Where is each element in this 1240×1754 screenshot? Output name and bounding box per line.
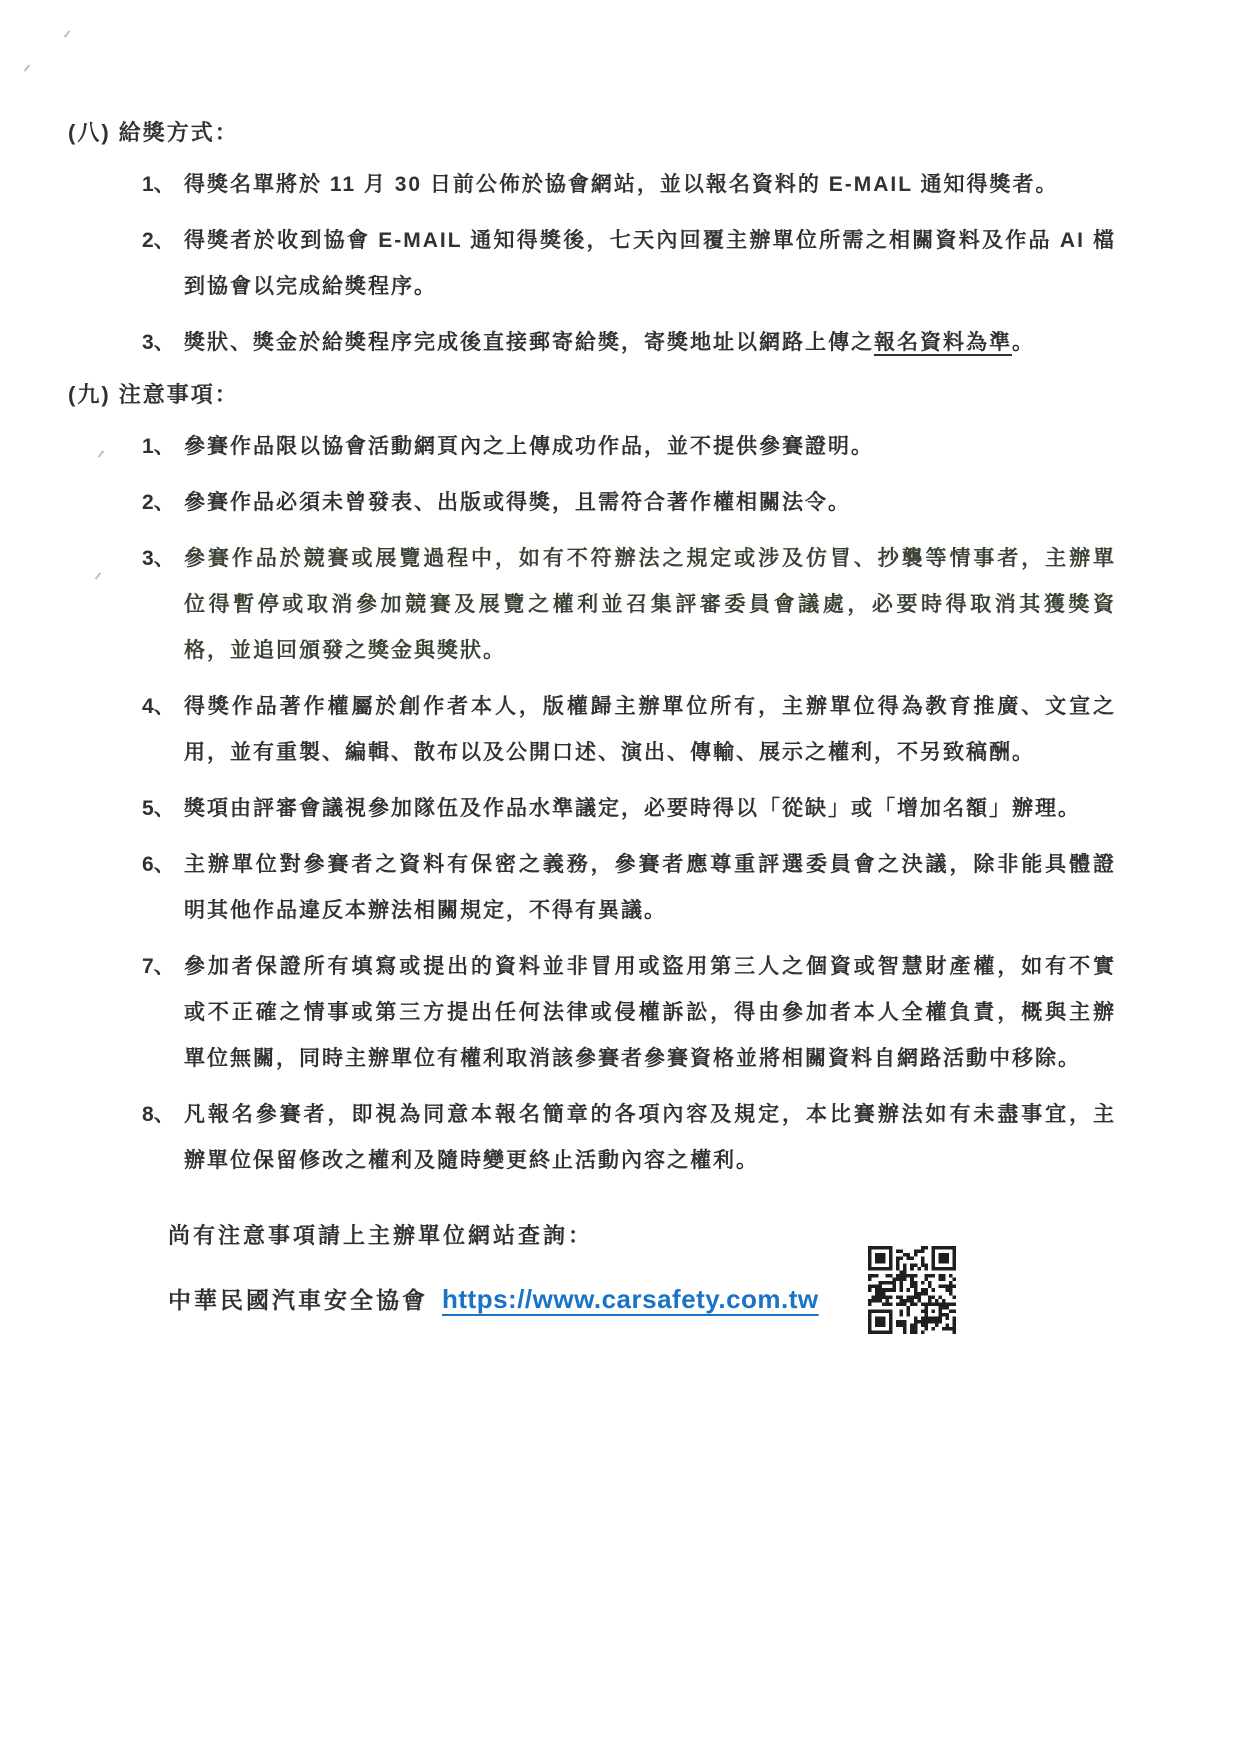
item-line: 得獎名單將於 11 月 30 日前公佈於協會網站，並以報名資料的 E-MAIL 通知得獎者。 bbox=[184, 173, 1059, 196]
scan-speck bbox=[64, 30, 71, 38]
item-line: 凡報名參賽者，即視為同意本報名簡章的各項內容及規定，本比賽辦法如有未盡事宜，主 bbox=[184, 1103, 1116, 1126]
list-item bbox=[142, 424, 1168, 470]
document-body bbox=[68, 118, 1168, 1315]
underlined-text: 報名資料為準 bbox=[874, 331, 1012, 354]
item-line: 到協會以完成給獎程序。 bbox=[184, 275, 437, 298]
item-line: 參賽作品於競賽或展覽過程中，如有不符辦法之規定或涉及仿冒、抄襲等情事者，主辦單 bbox=[184, 547, 1116, 570]
qr-code-icon bbox=[868, 1246, 956, 1334]
section-heading-notes: (九) 注意事項： bbox=[68, 382, 239, 407]
item-line: 或不正確之情事或第三方提出任何法律或侵權訴訟，得由參加者本人全權負責，概與主辦 bbox=[184, 1001, 1116, 1024]
award-method-list bbox=[142, 162, 1168, 366]
list-item bbox=[142, 536, 1168, 674]
list-item bbox=[142, 1092, 1168, 1184]
item-number: 8、 bbox=[142, 1103, 175, 1126]
list-item bbox=[142, 162, 1168, 208]
organization-line bbox=[168, 1282, 1168, 1315]
section-notes bbox=[68, 380, 1168, 1184]
list-item bbox=[142, 320, 1168, 366]
item-line: 參賽作品限以協會活動網頁內之上傳成功作品，並不提供參賽證明。 bbox=[184, 435, 874, 458]
list-item bbox=[142, 842, 1168, 934]
item-number: 6、 bbox=[142, 853, 175, 876]
item-line: 獎項由評審會議視參加隊伍及作品水準議定，必要時得以「從缺」或「增加名額」辦理。 bbox=[184, 797, 1081, 820]
item-line: 參賽作品必須未曾發表、出版或得獎，且需符合著作權相關法令。 bbox=[184, 491, 851, 514]
item-number: 4、 bbox=[142, 695, 175, 718]
item-number: 7、 bbox=[142, 955, 175, 978]
list-item bbox=[142, 684, 1168, 776]
list-item bbox=[142, 944, 1168, 1082]
organization-name: 中華民國汽車安全協會 bbox=[168, 1287, 428, 1313]
item-number: 3、 bbox=[142, 331, 175, 354]
list-item bbox=[142, 480, 1168, 526]
item-line: 辦單位保留修改之權利及隨時變更終止活動內容之權利。 bbox=[184, 1149, 759, 1172]
item-number: 5、 bbox=[142, 797, 175, 820]
item-line: 格，並追回頒發之獎金與獎狀。 bbox=[184, 639, 506, 662]
item-line: 用，並有重製、編輯、散布以及公開口述、演出、傳輸、展示之權利，不另致稿酬。 bbox=[184, 741, 1035, 764]
scan-speck bbox=[24, 64, 31, 72]
footer-note: 尚有注意事項請上主辦單位網站查詢： bbox=[168, 1223, 594, 1248]
item-line: 明其他作品違反本辦法相關規定，不得有異議。 bbox=[184, 899, 667, 922]
section-award-method bbox=[68, 118, 1168, 366]
item-line: 單位無關，同時主辦單位有權利取消該參賽者參賽資格並將相關資料自網路活動中移除。 bbox=[184, 1047, 1081, 1070]
footer bbox=[168, 1220, 1168, 1315]
item-number: 2、 bbox=[142, 491, 175, 514]
item-line: 參加者保證所有填寫或提出的資料並非冒用或盜用第三人之個資或智慧財產權，如有不實 bbox=[184, 955, 1116, 978]
list-item bbox=[142, 218, 1168, 310]
item-number: 2、 bbox=[142, 229, 175, 252]
item-line: 得獎作品著作權屬於創作者本人，版權歸主辦單位所有，主辦單位得為教育推廣、文宣之 bbox=[184, 695, 1116, 718]
item-line: 位得暫停或取消參加競賽及展覽之權利並召集評審委員會議處，必要時得取消其獲獎資 bbox=[184, 593, 1116, 616]
item-line: 獎狀、獎金於給獎程序完成後直接郵寄給獎，寄獎地址以網路上傳之報名資料為準。 bbox=[184, 331, 1035, 354]
website-link[interactable]: https://www.carsafety.com.tw bbox=[442, 1284, 819, 1314]
item-number: 3、 bbox=[142, 547, 175, 570]
notes-list bbox=[142, 424, 1168, 1184]
item-line: 主辦單位對參賽者之資料有保密之義務，參賽者應尊重評選委員會之決議，除非能具體證 bbox=[184, 853, 1116, 876]
item-number: 1、 bbox=[142, 173, 175, 196]
section-heading-award-method: (八) 給獎方式： bbox=[68, 120, 239, 145]
item-line: 得獎者於收到協會 E-MAIL 通知得獎後，七天內回覆主辦單位所需之相關資料及作品 AI 檔 bbox=[184, 229, 1116, 252]
list-item bbox=[142, 786, 1168, 832]
item-number: 1、 bbox=[142, 435, 175, 458]
